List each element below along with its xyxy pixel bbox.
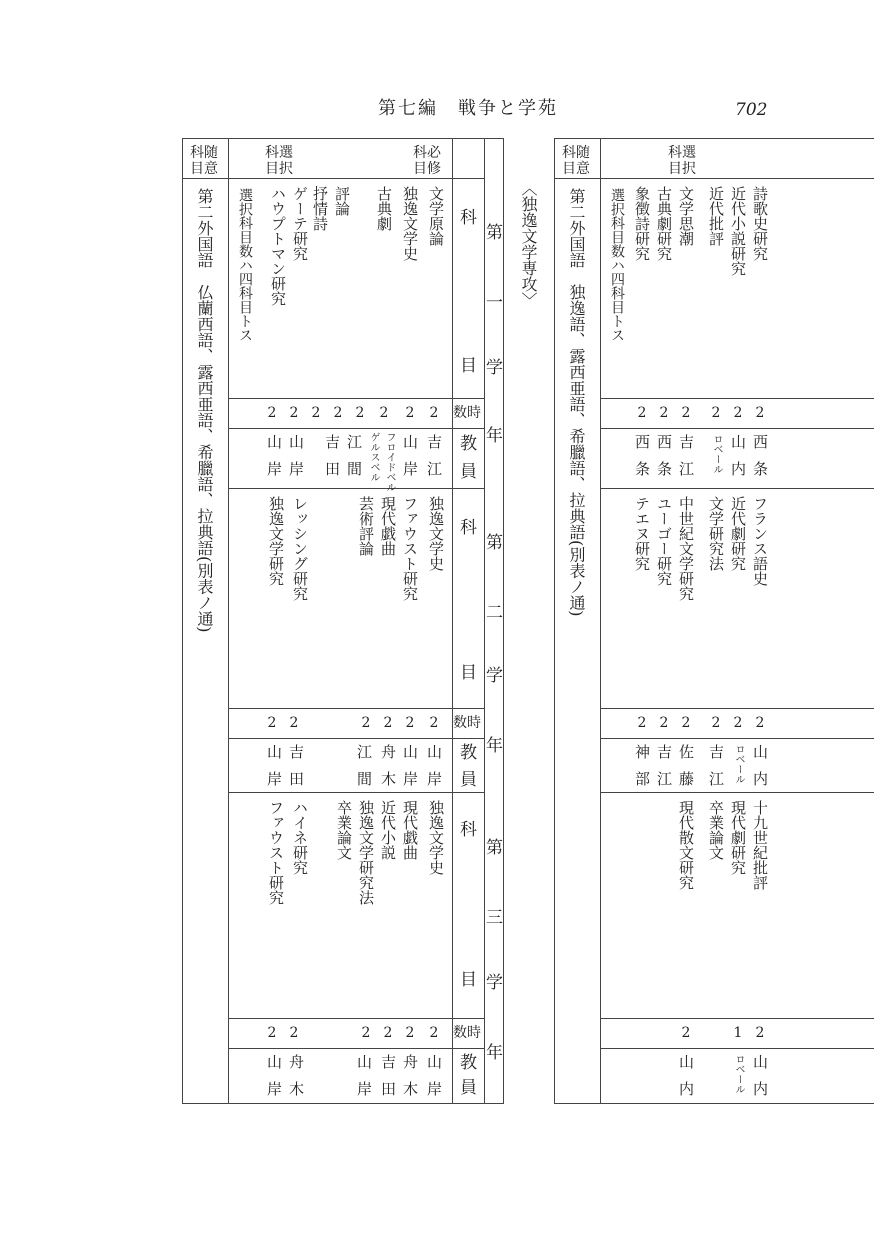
r-y2-hour: 2 [659,715,669,731]
l-y1-hisshu-2: 独逸文学史 [401,186,419,261]
l-y1-hisshu-5: 評論 [333,186,351,216]
r-y1-hour: 2 [681,405,691,421]
r-y2-teacher-2: ロベール [733,744,744,784]
r-label-zuii: 科随 目意 [562,145,590,178]
l-y3-hisshu-5: 卒業論文 [335,800,353,860]
l-y1-teacher-3: フロイドベル [384,432,395,492]
r-label-sentaku: 科選 目択 [668,145,696,178]
y3-jisu: 数時 [453,1025,481,1041]
l-y1-hour: 2 [355,405,365,421]
l-y3-hour: 2 [429,1025,439,1041]
y3-in: 員 [460,1078,477,1098]
l-y2-hisshu-1: 独逸文学史 [427,496,445,571]
l-y2-hour: 2 [289,715,299,731]
r-y3-teacher-2: ロベール [733,1054,744,1094]
major-title: 〈独逸文学専攻〉 [519,180,538,308]
r-y3-hour: 1 [733,1025,743,1041]
r-y1-teacher-4: 吉江 [677,434,695,488]
l-y1-hour: 2 [311,405,321,421]
l-y3-hour: 2 [267,1025,277,1041]
y3-ka: 科 [460,820,477,840]
r-y2-sentaku-2: ユーゴー研究 [655,496,673,586]
y1-jisu: 数時 [453,405,481,421]
y1-kyou: 教 [460,434,477,454]
l-y2-teacher-5: 吉田 [287,744,305,798]
l-y2-hour: 2 [267,715,277,731]
year2-label-2: 二 [486,603,503,623]
year3-label-4: 年 [486,1043,503,1063]
l-y1-teacher-7: 山岸 [287,434,305,488]
l-y3-hour: 2 [405,1025,415,1041]
r-y1-hour: 2 [733,405,743,421]
r-y1-teacher-1: 西条 [751,434,769,488]
r-y2-hisshu-2: 近代劇研究 [729,496,747,571]
r-y3-sentaku-1: 現代散文研究 [677,800,695,890]
r-y2-hour: 2 [711,715,721,731]
l-y1-hisshu-3: 古典劇 [375,186,393,231]
l-y3-sentaku-1: ハイネ研究 [291,800,309,875]
l-y3-hour: 2 [289,1025,299,1041]
year1-label-1: 第 [486,223,503,243]
r-y1-hisshu-1: 詩歌史研究 [751,186,769,261]
r-y1-teacher-3: ロベール [711,434,722,474]
l-y1-hour: 2 [267,405,277,421]
l-y3-hour: 2 [361,1025,371,1041]
l-y3-teacher-6: 山岸 [265,1054,283,1108]
page-number: 702 [735,100,768,120]
r-y1-hour: 2 [637,405,647,421]
r-y2-sentaku-3: テエヌ研究 [633,496,651,571]
l-y1-hour: 2 [289,405,299,421]
l-y3-teacher-3: 吉田 [379,1054,397,1108]
l-y1-teacher-4: ゲルスベル [368,432,379,482]
l-y2-hisshu-4: 芸術評論 [357,496,375,556]
r-y2-hisshu-3: 文学研究法 [707,496,725,571]
l-y3-hisshu-3: 近代小説 [379,800,397,860]
l-y2-hour: 2 [405,715,415,731]
r-y1-hisshu-2: 近代小説研究 [729,186,747,276]
year1-label-2: 一 [486,293,503,313]
l-y2-teacher-2: 山岸 [401,744,419,798]
l-y2-sentaku-2: 独逸文学研究 [267,496,285,586]
right-zuii-text: 第二外国語 独逸語、露西亜語、希臘語、拉典語(別表ノ通) [567,188,586,617]
r-y1-teacher-6: 西条 [633,434,651,488]
r-y3-teacher-1: 山内 [751,1054,769,1108]
r-y1-teacher-5: 西条 [655,434,673,488]
r-y3-hisshu-1: 十九世紀批評 [751,800,769,890]
year2-label-3: 学 [486,666,503,686]
page-header-title: 第七編 戦争と学苑 [378,98,558,119]
l-y1-teacher-6: 吉田 [323,434,341,488]
l-y1-sentaku-2: ハウプトマン研究 [269,186,287,306]
r-y1-hisshu-3: 近代批評 [707,186,725,246]
r-y3-hisshu-3: 卒業論文 [707,800,725,860]
y3-moku: 目 [460,970,477,990]
y2-ka: 科 [460,518,477,538]
l-y3-sentaku-2: ファウスト研究 [267,800,285,905]
l-y1-teacher-2: 山岸 [401,434,419,488]
r-y3-hour: 2 [681,1025,691,1041]
label-hisshu: 科必 目修 [413,145,441,178]
r-y2-hour: 2 [681,715,691,731]
r-y2-hour: 2 [637,715,647,731]
year3-label-2: 三 [486,908,503,928]
r-y2-teacher-4: 佐藤 [677,744,695,798]
l-y2-hour: 2 [429,715,439,731]
r-y2-hour: 2 [733,715,743,731]
l-y1-hour: 2 [379,405,389,421]
l-y3-teacher-4: 山岸 [355,1054,373,1108]
l-y2-teacher-6: 山岸 [265,744,283,798]
l-y1-hour: 2 [405,405,415,421]
l-y2-hisshu-3: 現代戯曲 [379,496,397,556]
l-y2-hisshu-2: ファウスト研究 [401,496,419,601]
r-y2-teacher-5: 吉江 [655,744,673,798]
l-y1-teacher-1: 吉江 [425,434,443,488]
l-y3-hour: 2 [383,1025,393,1041]
label-zuii: 科随 目意 [190,145,218,178]
year3-label-3: 学 [486,973,503,993]
label-sentaku: 科選 目択 [265,145,293,178]
l-y1-hisshu-6: 抒情詩 [311,186,329,231]
y2-kyou: 教 [460,743,477,763]
y1-ka: 科 [460,208,477,228]
year2-label-4: 年 [486,736,503,756]
r-y2-hisshu-1: フランス語史 [751,496,769,586]
l-y2-hour: 2 [383,715,393,731]
r-y3-teacher-3: 山内 [677,1054,695,1108]
l-y2-teacher-4: 江間 [355,744,373,798]
l-y3-teacher-1: 山岸 [425,1054,443,1108]
l-y3-teacher-5: 舟木 [287,1054,305,1108]
r-y1-hour: 2 [711,405,721,421]
r-y1-hour: 2 [755,405,765,421]
year2-label-1: 第 [486,533,503,553]
l-y3-hisshu-4: 独逸文学研究法 [357,800,375,905]
y2-jisu: 数時 [453,715,481,731]
l-y1-hour: 2 [429,405,439,421]
r-y3-hour: 2 [755,1025,765,1041]
l-y2-teacher-1: 山岸 [425,744,443,798]
left-zuii-text: 第二外国語 仏蘭西語、露西亜語、希臘語、拉典語(別表ノ通) [195,188,214,633]
r-y2-teacher-1: 山内 [751,744,769,798]
year1-label-4: 年 [486,426,503,446]
r-y1-teacher-2: 山内 [729,434,747,488]
r-y2-sentaku-1: 中世紀文学研究 [677,496,695,601]
l-y1-hour: 2 [333,405,343,421]
l-y2-teacher-3: 舟木 [379,744,397,798]
r-y1-sentaku-3: 象徴詩研究 [633,186,651,261]
y1-in: 員 [460,462,477,482]
l-y1-teacher-8: 山岸 [265,434,283,488]
r-y2-hour: 2 [755,715,765,731]
y3-kyou: 教 [460,1053,477,1073]
l-y2-sentaku-1: レッシング研究 [291,496,309,601]
l-y1-teacher-5: 江間 [345,434,363,488]
y2-in: 員 [460,770,477,790]
l-y2-hour: 2 [361,715,371,731]
left-sentaku-note: 選択科目数ハ四科目トス [237,188,253,342]
right-sentaku-note: 選択科目数ハ四科目トス [609,188,625,342]
year3-label-1: 第 [486,838,503,858]
l-y1-sentaku-1: ゲーテ研究 [291,186,309,261]
l-y3-hisshu-2: 現代戯曲 [401,800,419,860]
r-y1-sentaku-2: 古典劇研究 [655,186,673,261]
y2-moku: 目 [460,663,477,683]
l-y1-hisshu-1: 文学原論 [427,186,445,246]
l-y3-teacher-2: 舟木 [401,1054,419,1108]
r-y2-teacher-6: 神部 [633,744,651,798]
r-y1-sentaku-1: 文学思潮 [677,186,695,246]
r-y2-teacher-3: 吉江 [707,744,725,798]
r-y1-hour: 2 [659,405,669,421]
l-y3-hisshu-1: 独逸文学史 [427,800,445,875]
y1-moku: 目 [460,356,477,376]
r-y3-hisshu-2: 現代劇研究 [729,800,747,875]
year1-label-3: 学 [486,358,503,378]
